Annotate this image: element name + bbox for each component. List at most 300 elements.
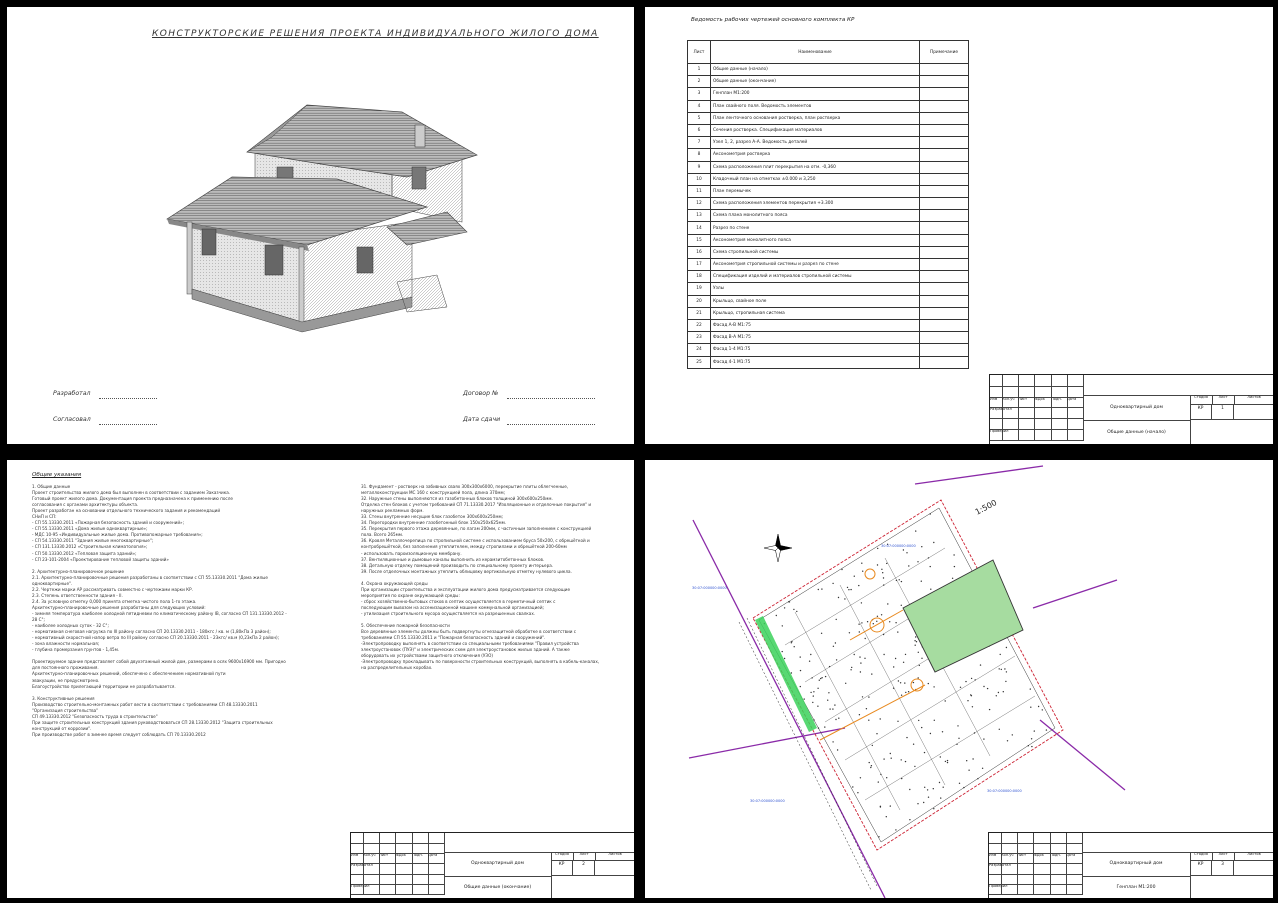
stamp-cell [1017,884,1034,895]
list-heading: Ведомость рабочих чертежей основного комплекта КР [691,17,855,23]
survey-point [908,691,909,692]
row-note [920,246,969,258]
survey-point [918,652,919,653]
survey-point [999,729,1000,730]
stamp-value: 2 [573,860,595,875]
stamp-cell: Лист [1018,397,1035,409]
col-name-header: Наименование [711,41,920,64]
survey-point [881,614,882,615]
survey-point [827,700,828,701]
survey-point [958,738,959,739]
row-sheet-name: Схема расположения элементов перекрытия +3.300 [711,198,920,210]
survey-point [915,645,916,646]
stamp-cell: Лист [1017,853,1034,864]
row-sheet-number: 4 [688,100,711,112]
row-note [920,319,969,331]
stamp-developed: Разработал [989,863,1018,874]
survey-point [854,654,855,655]
survey-point [1005,681,1006,682]
table-row [688,149,969,161]
survey-point [904,682,905,683]
row-note [920,222,969,234]
survey-point [914,766,915,767]
survey-point [838,718,839,719]
stamp-cell [1034,429,1052,441]
survey-point [872,745,873,746]
survey-point [921,727,922,728]
survey-point [898,680,899,681]
stamp-sheet-title: Общие данные (окончание) [444,876,552,899]
survey-point [897,631,898,632]
survey-point [1034,730,1035,731]
row-note [920,295,969,307]
survey-point [852,786,853,787]
survey-point [959,783,960,784]
stamp-label: Листов [595,852,635,861]
survey-point [887,603,888,604]
survey-point [933,542,934,543]
survey-point [821,677,822,678]
sheet-drawing-list [644,6,1274,445]
row-note [920,234,969,246]
date-line [507,423,595,425]
row-note [920,124,969,136]
row-sheet-number: 8 [688,149,711,161]
survey-point [876,621,877,622]
stamp-checked: Проверил [990,429,1019,441]
row-sheet-name: Фасад 4-1 М1:75 [711,356,920,368]
survey-point [890,753,891,754]
survey-point [980,664,981,665]
survey-point [851,667,852,668]
notes-heading: Общие указания [32,472,82,478]
stamp-label: Лист [573,852,596,861]
survey-point [835,719,836,720]
row-sheet-name: План ленточного основания ростверка, план ростверка [711,112,920,124]
survey-point [845,683,846,684]
survey-point [859,714,860,715]
survey-point [861,602,862,603]
survey-point [972,758,973,759]
row-sheet-name: Спецификация изделий и материалов стропильной системы [711,271,920,283]
survey-point [832,741,833,742]
survey-point [966,760,967,761]
row-note [920,332,969,344]
survey-point [817,706,818,707]
survey-point [1006,671,1007,672]
survey-point [952,578,953,579]
table-row [688,137,969,149]
notes-column-1: 1. Общие данные Проект строительства жилого дома был выполнен в соответствии с заданием Заказчика. Готовый проект жилого дома. Документация проекта предназначена к применению после согласования с органами архитектуры объекта. Проект разработан на основании отдельного технического задания и рекомендаций СНиП и СП: - СП 55.13330.2011 «Пожарная безопасность зданий и сооружений»; - СП 55.13330.2011 «Дома жилые одноквартирные»; - МДС 10-95 «Индивидуальные жилые дома. Противопожарные требования»; - СП 54.13330.2011 "Здания жилые многоквартирные"; - СП 131.13330.2012 «Строительная климатология»; - СП 50.13330.2012 «Тепловая защита зданий»; - СП 23-101-2004 «Проектирование тепловой защиты зданий» 2. Архитектурно-планировочное решение 2.1. Архитектурно-планировочные решения разработаны в соответствии с СП 55.13330.2011 "Дома жилые одноквартирные". 2.2. Чертежи марки АР рассматривать совместно с чертежами марки КР. 2.3. Степень ответственности здания - II. 2.4. За условную отметку 0,000 принята отметка чистого пола 1-го этажа. Архитектурно-планировочные решения разработаны для следующих условий: - зимняя температура наиболее холодной пятидневки по климатическому району IВ, согласно СП 131.13330.2012 - 28 С°; - наиболее холодных суток - 32 С°; - нормативная снеговая нагрузка по III району согласно СП 20.13330.2011 - 180кгс / кв. м (1,80кПа 3 район); - нормативный скоростной напор ветра по III району согласно СП 20.13330.2011 - 23кгс/ кв.м (0,23кПа 2 район); - зона влажности нормальная; - глубина промерзания грунтов - 1,45м. Проектируемое здание представляет собой двухэтажный жилой дом, размерами в осях 9600х16900 мм. Пригодно для постоянного проживания. Архитектурно-планировочных решений, обеспечено с обеспечением нормативной пути эвакуации, не предусмотрено. Благоустройство прилегающей территории не разрабатывается. 3. Конструктивные решения Производство строительно-монтажных работ вести в соответствии с требованиями СП 48.13330.2011 "Организация строительства" СП 49.13330.2012 "Безопасность труда в строительстве" При защите строительных конструкций здания руководствоваться СП 28.13330.2012 "Защита строительных конструкций от коррозии". При производстве работ в зимнее время следует соблюдать СП 70.13330.2012 [32,484,287,737]
survey-point [784,658,785,659]
survey-point [794,646,795,647]
survey-point [1012,734,1013,735]
survey-point [889,621,890,622]
survey-point [897,721,898,722]
stamp-cell [412,884,429,895]
stamp-cell: Подп. [412,853,429,864]
survey-point [860,671,861,672]
survey-point [858,624,859,625]
row-sheet-number: 5 [688,112,711,124]
row-note [920,271,969,283]
stamp-cell [1066,884,1083,895]
stamp-cell [1051,429,1068,441]
stamp-value: КР [1190,404,1212,420]
survey-point [834,704,835,705]
stamp-cell [379,884,396,895]
stamp-cell: Изм [351,853,364,864]
row-note [920,64,969,76]
row-note [920,149,969,161]
survey-point [828,692,829,693]
survey-point [883,634,884,635]
survey-point [861,563,862,564]
agreed-label: Согласовал [53,416,91,423]
survey-point [928,797,929,798]
survey-point [893,666,894,667]
stamp-code [1083,375,1274,396]
table-row [688,246,969,258]
table-row [688,332,969,344]
stamp-org [1190,876,1274,899]
survey-point [970,694,971,695]
survey-point [800,686,801,687]
stamp-cell [1018,429,1035,441]
stamp-checked: Проверил [351,884,380,895]
survey-point [860,662,861,663]
survey-point [940,756,941,757]
survey-point [883,584,884,585]
table-row [688,259,969,271]
row-sheet-number: 7 [688,137,711,149]
survey-point [850,589,851,590]
survey-point [836,659,837,660]
row-sheet-number: 24 [688,344,711,356]
survey-point [1004,668,1005,669]
survey-point [1031,738,1032,739]
table-row [688,124,969,136]
survey-point [833,646,834,647]
survey-point [880,774,881,775]
survey-point [824,726,825,727]
row-sheet-name: План свайного поля. Ведомость элементов [711,100,920,112]
row-note [920,137,969,149]
table-row [688,64,969,76]
survey-point [877,616,878,617]
survey-point [913,682,914,683]
row-sheet-name: Схема расположения плит перекрытия на отм. -0,360 [711,161,920,173]
table-row [688,161,969,173]
survey-point [927,789,928,790]
stamp-cell: Изм [989,853,1002,864]
survey-point [900,682,901,683]
survey-point [1030,688,1031,689]
agreed-line [99,423,157,425]
survey-point [918,677,919,678]
survey-point [928,557,929,558]
survey-point [821,588,822,589]
survey-point [934,720,935,721]
row-sheet-number: 2 [688,76,711,88]
survey-point [890,805,891,806]
survey-point [881,569,882,570]
sheet-cover [6,6,635,445]
survey-point [983,686,984,687]
row-sheet-name: Фасад А-В М1:75 [711,319,920,331]
survey-point [947,762,948,763]
row-sheet-name: Фасад 1-4 М1:75 [711,344,920,356]
svg-text:30:07:000000:0000: 30:07:000000:0000 [750,799,785,803]
survey-point [998,692,999,693]
survey-point [1006,647,1007,648]
survey-point [921,658,922,659]
stamp-label: Стадия [1190,395,1213,405]
survey-point [903,662,904,663]
stamp-value [595,860,635,875]
survey-point [859,656,860,657]
stamp-object: Одноквартирный дом [1082,852,1191,876]
survey-point [878,781,879,782]
row-sheet-number: 25 [688,356,711,368]
survey-point [878,836,879,837]
survey-point [832,583,833,584]
survey-point [880,718,881,719]
survey-point [836,619,837,620]
survey-point [782,651,783,652]
survey-point [877,564,878,565]
survey-point [804,698,805,699]
row-note [920,344,969,356]
table-row [688,88,969,100]
survey-point [928,683,929,684]
survey-point [953,554,954,555]
survey-point [1028,745,1029,746]
survey-point [901,695,902,696]
table-row [688,185,969,197]
survey-point [963,787,964,788]
survey-point [943,787,944,788]
survey-point [866,708,867,709]
stamp-cell: Кол.уч [1002,397,1019,409]
survey-point [1031,746,1032,747]
survey-point [867,621,868,622]
survey-point [825,676,826,677]
survey-point [906,737,907,738]
survey-point [1038,706,1039,707]
survey-point [868,720,869,721]
survey-point [901,581,902,582]
survey-point [810,654,811,655]
survey-point [975,679,976,680]
stamp-cell [395,884,413,895]
survey-point [933,788,934,789]
survey-point [873,623,874,624]
survey-point [1003,691,1004,692]
survey-point [915,530,916,531]
survey-point [905,692,906,693]
survey-point [854,576,855,577]
survey-point [860,777,861,778]
survey-point [837,749,838,750]
svg-text:30:07:000000:0000: 30:07:000000:0000 [987,789,1022,793]
row-sheet-name: Фасад В-А М1:75 [711,332,920,344]
stamp-label: Стадия [1190,852,1213,861]
row-note [920,198,969,210]
stamp-cell: Лист [379,853,396,864]
stamp-label: Лист [1212,395,1235,405]
survey-point [895,622,896,623]
row-sheet-number: 19 [688,283,711,295]
survey-point [974,732,975,733]
cover-title: КОНСТРУКТОРСКИЕ РЕШЕНИЯ ПРОЕКТА ИНДИВИДУАЛЬНОГО ЖИЛОГО ДОМА [152,29,599,39]
row-sheet-number: 6 [688,124,711,136]
survey-point [923,802,924,803]
table-row [688,234,969,246]
stamp-cell [1050,884,1067,895]
stamp-cell: Подп. [1050,853,1067,864]
row-sheet-name: Общие данные (окончание) [711,76,920,88]
stamp-value: 3 [1212,860,1234,875]
survey-point [905,654,906,655]
survey-point [945,761,946,762]
stamp-cell: Дата [1066,853,1083,864]
contract-label: Договор № [463,390,499,397]
row-note [920,283,969,295]
survey-point [858,585,859,586]
survey-point [913,744,914,745]
svg-text:1:500: 1:500 [973,497,999,517]
survey-point [918,720,919,721]
row-sheet-name: Узел 1, 2, разрез А-А. Ведомость деталей [711,137,920,149]
svg-text:30:07:000000:0000: 30:07:000000:0000 [692,586,727,590]
row-sheet-number: 9 [688,161,711,173]
row-sheet-name: Схема стропильной системы [711,246,920,258]
row-note [920,112,969,124]
stamp-cell: Дата [1067,397,1084,409]
row-sheet-name: Аксонометрия ростверка [711,149,920,161]
survey-point [977,778,978,779]
survey-point [838,597,839,598]
survey-point [871,673,872,674]
survey-point [945,700,946,701]
survey-point [999,668,1000,669]
table-row [688,295,969,307]
row-sheet-name: Сечения ростверка. Спецификация материалов [711,124,920,136]
survey-point [862,696,863,697]
row-sheet-number: 23 [688,332,711,344]
survey-point [996,695,997,696]
survey-point [942,731,943,732]
survey-point [793,609,794,610]
table-row [688,344,969,356]
survey-point [829,666,830,667]
contract-line [507,397,595,399]
survey-point [776,615,777,616]
survey-point [960,687,961,688]
title-block [988,832,1274,899]
stamp-cell [1067,429,1084,441]
stamp-label: Стадия [551,852,574,861]
row-sheet-number: 17 [688,259,711,271]
stamp-code [444,833,635,853]
survey-point [821,633,822,634]
survey-point [914,640,915,641]
table-row [688,76,969,88]
survey-point [982,768,983,769]
survey-point [861,622,862,623]
table-row [688,283,969,295]
row-sheet-name: Схема плана монолитного пояса [711,210,920,222]
row-sheet-name: Узлы [711,283,920,295]
survey-point [883,654,884,655]
survey-point [967,700,968,701]
survey-point [972,706,973,707]
row-sheet-number: 10 [688,173,711,185]
stamp-cell: Подп. [1051,397,1068,409]
survey-point [891,758,892,759]
survey-point [968,770,969,771]
survey-point [930,733,931,734]
survey-point [870,767,871,768]
survey-point [895,658,896,659]
stamp-object: Одноквартирный дом [1083,395,1191,421]
survey-point [917,561,918,562]
survey-point [1000,654,1001,655]
survey-point [883,577,884,578]
row-note [920,307,969,319]
developed-label: Разработал [53,390,91,397]
survey-point [800,656,801,657]
svg-text:30:07:000000:0000: 30:07:000000:0000 [881,544,916,548]
survey-point [1042,709,1043,710]
row-note [920,76,969,88]
col-note-header: Примечание [920,41,969,64]
survey-point [784,607,785,608]
stamp-developed: Разработал [351,863,380,874]
survey-point [921,581,922,582]
table-row [688,222,969,234]
survey-point [899,579,900,580]
survey-point [989,709,990,710]
survey-point [849,632,850,633]
row-sheet-number: 20 [688,295,711,307]
survey-point [811,677,812,678]
survey-point [901,605,902,606]
survey-point [812,702,813,703]
stamp-object: Одноквартирный дом [444,852,552,876]
stamp-label: Листов [1234,852,1274,861]
stamp-cell: №Док [1033,853,1051,864]
survey-point [919,665,920,666]
row-sheet-name: Аксонометрия стропильной системы и разрез по стене [711,259,920,271]
survey-point [924,787,925,788]
table-row [688,307,969,319]
survey-point [895,829,896,830]
row-sheet-number: 14 [688,222,711,234]
survey-point [896,580,897,581]
survey-point [864,658,865,659]
survey-point [1030,707,1031,708]
row-note [920,88,969,100]
survey-point [954,566,955,567]
row-sheet-number: 3 [688,88,711,100]
survey-point [947,760,948,761]
survey-point [848,589,849,590]
survey-point [901,778,902,779]
survey-point [809,661,810,662]
survey-point [921,546,922,547]
